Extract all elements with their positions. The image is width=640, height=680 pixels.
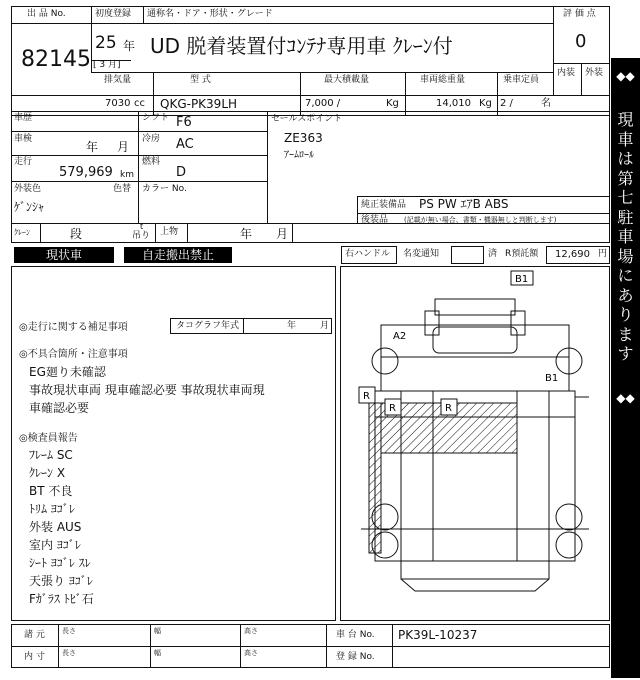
tacho-month: 月 [320, 321, 330, 331]
name-change-label: 名変通知 [403, 249, 440, 259]
grade-label: 評 価 点 [563, 9, 596, 19]
load-value: 7,000 / [305, 98, 341, 109]
mark-a2: A2 [393, 331, 407, 342]
color-change-label: 色替 [113, 184, 132, 194]
crane-lift: 吊り [132, 231, 151, 241]
lot-number: 82145 [21, 47, 91, 72]
diamond-top: ◆◆ [616, 69, 635, 83]
yen-unit: 円 [598, 249, 608, 259]
load-label: 最大積載量 [324, 75, 370, 85]
report-line-1: ﾌﾚｰﾑ SC [29, 448, 73, 462]
report-line-3: BT 不良 [29, 484, 73, 498]
report-line-8: 天張り ﾖｺﾞﾚ [29, 574, 93, 588]
sales-point-1: ZE363 [284, 131, 323, 145]
report-line-9: Fｶﾞﾗｽ ﾄﾋﾞ石 [29, 592, 94, 606]
vehicle-name-label: 通称名・ドア・形状・グレード [147, 9, 273, 19]
report-line-4: ﾄﾘﾑ ﾖｺﾞﾚ [29, 502, 75, 516]
recycle-done: 済 [488, 249, 498, 259]
defect-line-2: 事故現状車両 現車確認必要 事故現状車両現 [29, 383, 265, 397]
damage-area-left [369, 403, 381, 553]
color-value: ｹﾞﾝｼｬ [14, 200, 45, 214]
ac-value: AC [176, 137, 194, 152]
cab-roof [435, 299, 515, 315]
wheel-rr1 [556, 504, 582, 530]
mileage-label: 走行 [14, 157, 33, 167]
reg-year: 25 [95, 33, 117, 53]
diamond-bottom: ◆◆ [616, 391, 635, 405]
color-label: 外装色 [14, 184, 42, 194]
sales-point-2: ｱｰﾑﾛｰﾙ [284, 150, 314, 161]
ac-label: 冷房 [142, 134, 161, 144]
fuel-value: D [176, 165, 187, 180]
recycle-amount: 12,690 [555, 249, 590, 260]
shift-value: F6 [176, 115, 192, 130]
inspection-month-unit: 月 [117, 140, 130, 154]
capacity-unit: 名 [541, 98, 551, 109]
mark-b1-side: B1 [545, 373, 559, 384]
color-code-label: カラー No. [142, 184, 187, 194]
inspection-year-unit: 年 [86, 140, 99, 154]
cab-body [381, 325, 569, 357]
exterior-label: 外装 [585, 68, 604, 78]
equip-label: 純正装備品 [361, 200, 407, 210]
parking-notice-text: 現車は第七駐車場にあります [617, 110, 634, 363]
report-line-6: 室内 ﾖｺﾞﾚ [29, 538, 81, 552]
chassis-number: PK39L-10237 [398, 628, 478, 642]
report-line-2: ｸﾚｰﾝ X [29, 466, 66, 480]
report-line-5: 外装 AUS [29, 520, 82, 534]
no-self-drive-badge: 自走搬出禁止 [124, 247, 232, 263]
shift-label: シフト [142, 113, 170, 123]
first-reg-label: 初度登録 [95, 9, 132, 19]
dims-label: 諸 元 [24, 630, 45, 640]
inner-height: 高さ [244, 649, 258, 657]
current-condition-badge: 現状車 [14, 247, 114, 263]
lot-label: 出 品 No. [27, 9, 66, 19]
equip-value: PS PW ｴｱB ABS [419, 197, 509, 211]
parking-notice [611, 58, 640, 678]
capacity-label: 乗車定員 [503, 75, 540, 85]
mileage-value: 579,969 [59, 165, 113, 180]
dims-width: 幅 [154, 627, 161, 635]
capacity-value: 2 / [500, 98, 513, 109]
inner-width: 幅 [154, 649, 161, 657]
grade-value: 0 [575, 31, 587, 52]
interior-label: 内装 [557, 68, 576, 78]
displacement-label: 排気量 [104, 75, 132, 85]
upper-label: 上物 [160, 227, 179, 237]
wheel-fl [372, 348, 398, 374]
defect-line-3: 車確認必要 [29, 401, 90, 415]
dims-length: 長さ [62, 627, 76, 635]
mark-r1: R [363, 391, 370, 402]
crane-label: ｸﾚｰﾝ [14, 228, 30, 237]
history-label: 車歴 [14, 113, 33, 123]
dims-height: 高さ [244, 627, 258, 635]
inner-dims-label: 内 寸 [24, 652, 45, 662]
gross-value: 14,010 [436, 98, 471, 109]
crane-ton: t [140, 222, 144, 231]
inspection-label: 車検 [14, 134, 33, 144]
sales-point-label: セールスポイント [271, 114, 343, 124]
running-notes-label: ◎走行に関する補足事項 [19, 322, 128, 333]
retrofit-note: (記載が無い場合、書類・機器無しと判断します) [404, 216, 557, 224]
model-label: 型 式 [190, 75, 211, 85]
retrofit-label: 後装品 [361, 215, 389, 225]
upper-month: 月 [276, 227, 289, 241]
upper-year: 年 [240, 227, 253, 241]
model-value: QKG-PK39LH [160, 97, 238, 111]
gross-label: 車両総重量 [420, 75, 466, 85]
wheel-rr2 [556, 532, 582, 558]
name-change-box [451, 246, 484, 264]
km-unit: km [120, 170, 134, 180]
inspector-label: ◎検査員報告 [19, 433, 78, 444]
windshield [433, 327, 517, 353]
kg-unit-2: Kg [479, 98, 492, 109]
crane-stage: 段 [70, 227, 83, 241]
vehicle-name: UD 脱着装置付ｺﾝﾃﾅ専用車 ｸﾚｰﾝ付 [150, 34, 453, 58]
cc-unit: cc [134, 98, 145, 109]
reg-month: [ 3 月] [93, 60, 121, 70]
mark-r3: R [445, 403, 452, 414]
displacement-value: 7030 [105, 98, 131, 109]
mark-b1-top: B1 [515, 274, 529, 285]
recycle-label: R預託額 [505, 249, 539, 259]
tacho-label: タコグラフ年式 [176, 321, 240, 331]
reg-year-unit: 年 [123, 39, 136, 53]
mark-r2: R [389, 403, 396, 414]
defects-label: ◎不具合箇所・注意事項 [19, 349, 128, 360]
tacho-year: 年 [287, 321, 297, 331]
chassis-label: 車 台 No. [336, 630, 375, 640]
rhd-label: 右ハンドル [345, 249, 391, 259]
defect-line-1: EG廻り未確認 [29, 365, 106, 379]
report-line-7: ｼｰﾄ ﾖｺﾞﾚ ｽﾚ [29, 556, 91, 570]
kg-unit-1: Kg [386, 98, 399, 109]
inner-length: 長さ [62, 649, 76, 657]
registration-label: 登 録 No. [336, 652, 375, 662]
truck-diagram [341, 267, 609, 620]
fuel-label: 燃料 [142, 157, 161, 167]
